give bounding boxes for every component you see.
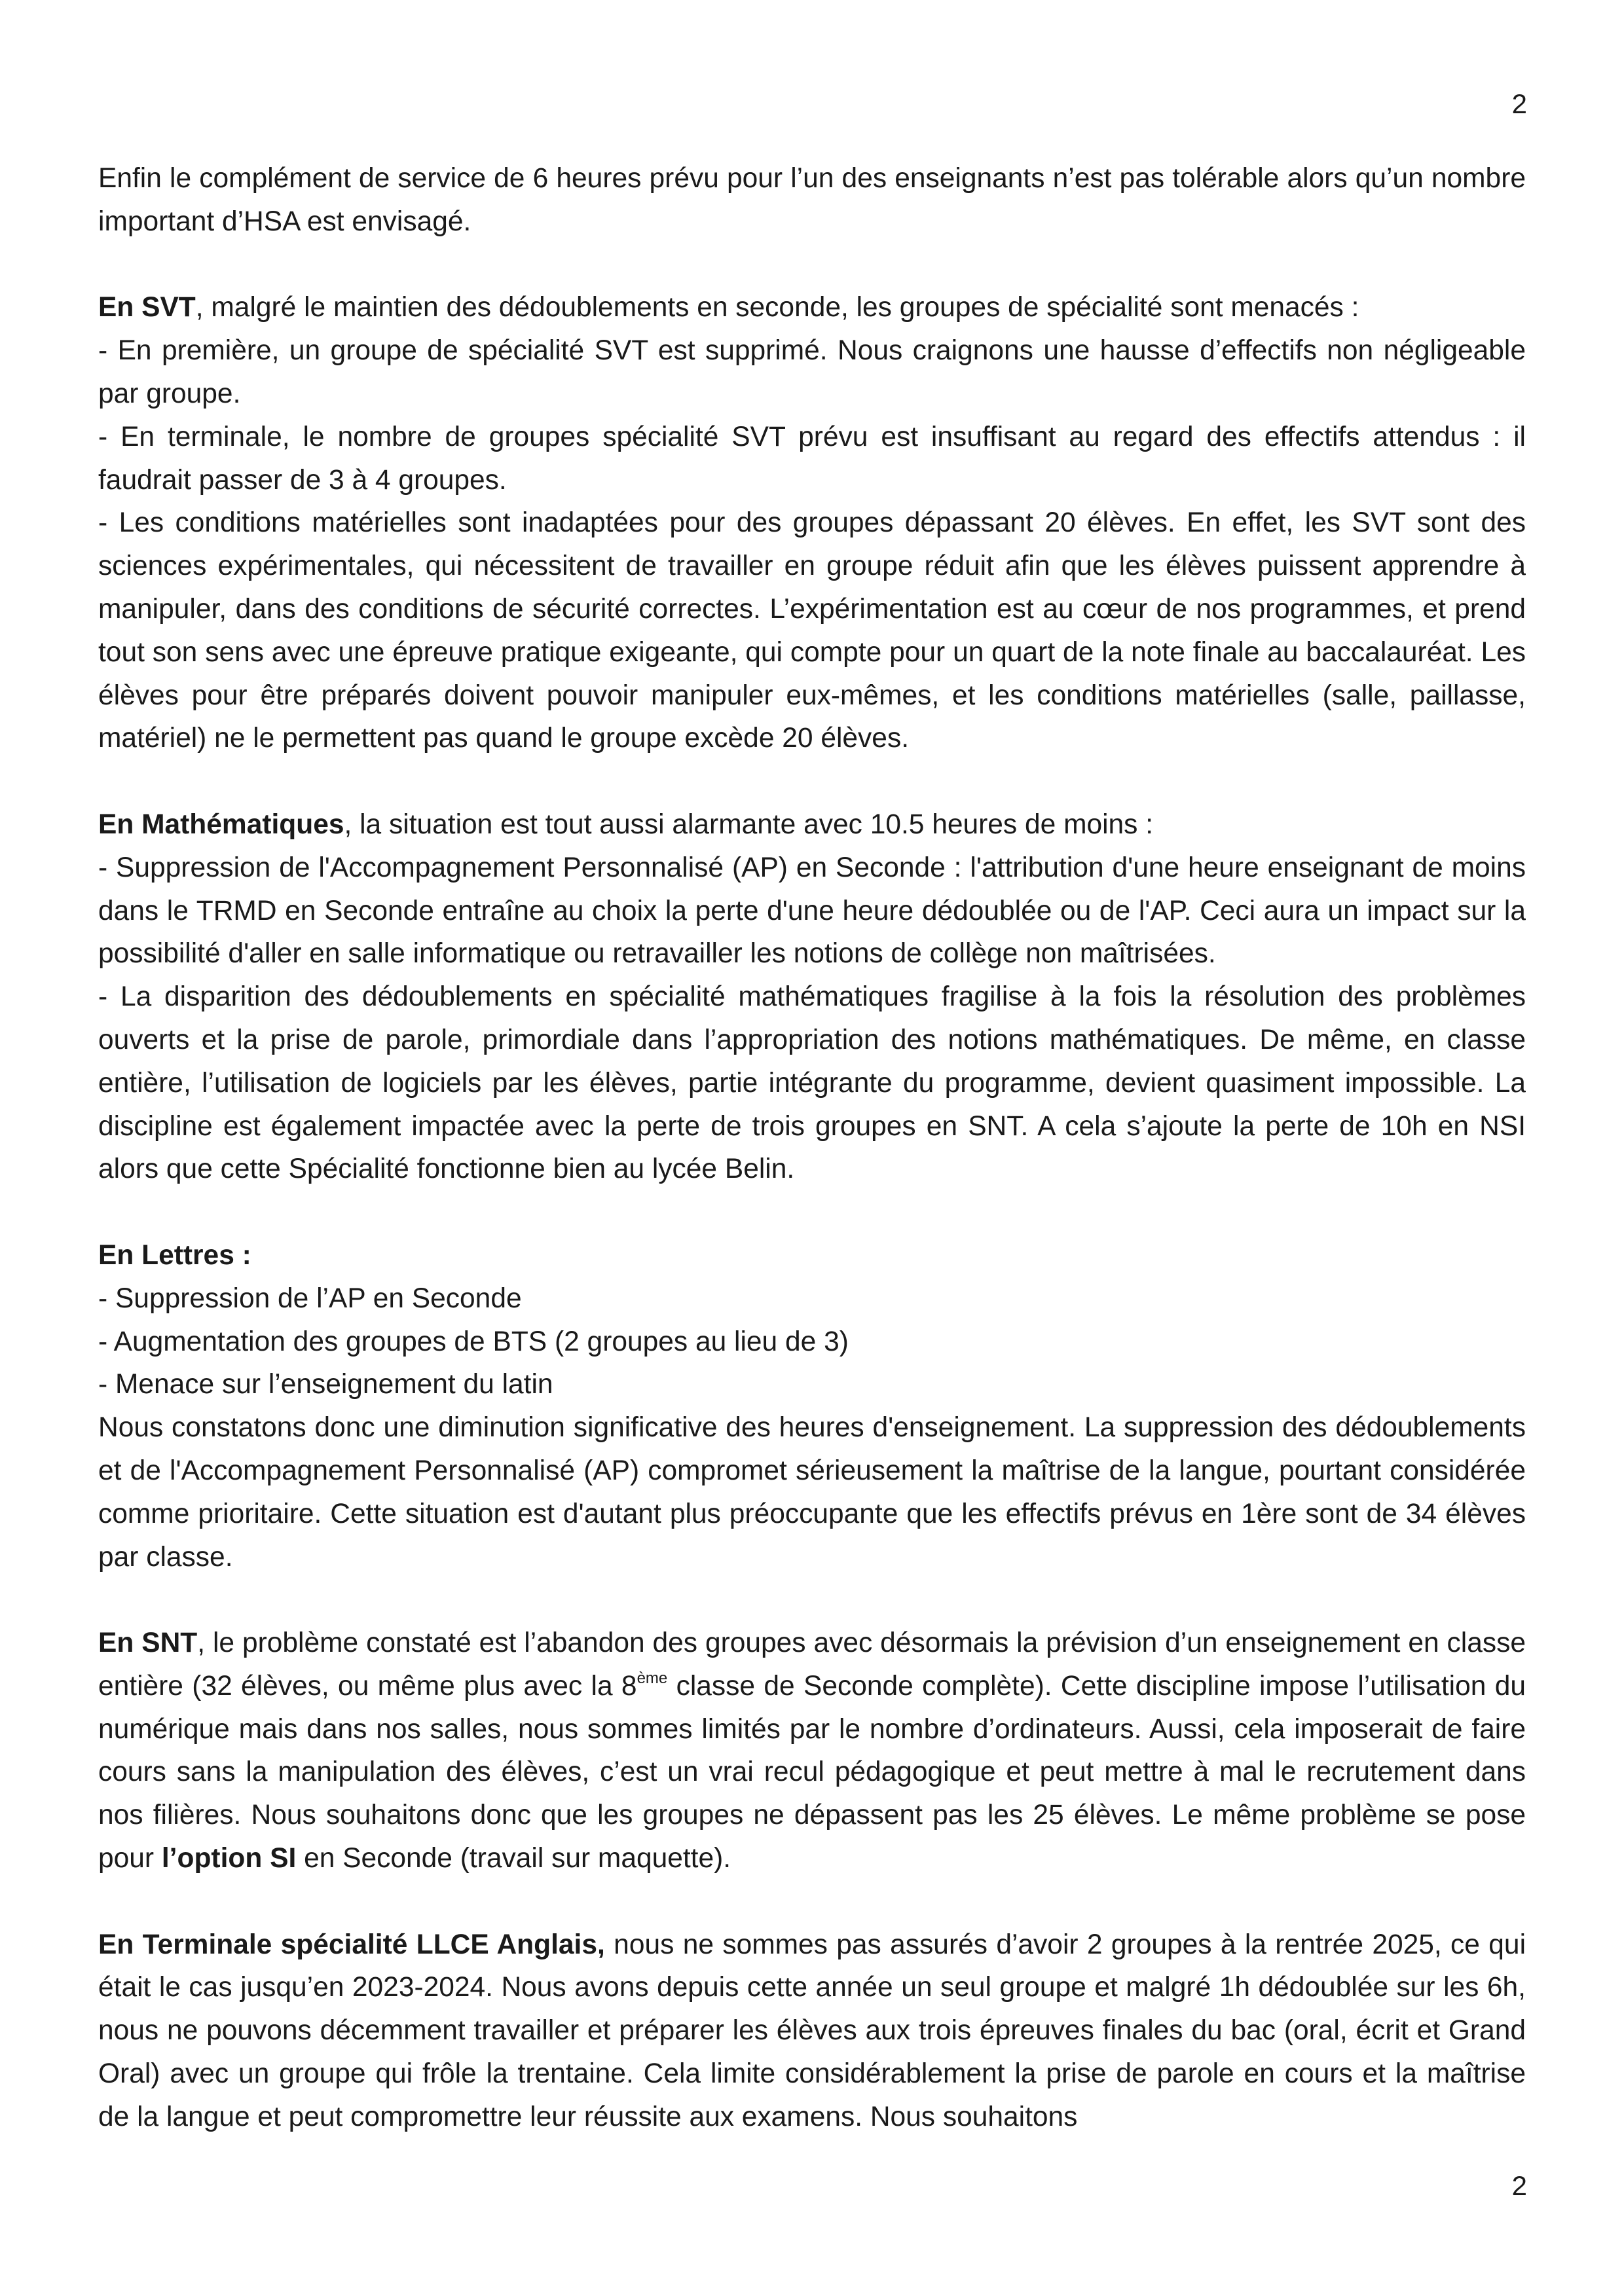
- svt-lead-paragraph: [98, 286, 1526, 329]
- svt-item: - En terminale, le nombre de groupes spécialité SVT prévu est insuffisant au regard des effectifs attendus : il faudrait passer de 3 à 4 groupes.: [98, 421, 1526, 496]
- svt-item: - Les conditions matérielles sont inadaptées pour des groupes dépassant 20 élèves. En effet, les SVT sont des sciences expérimentales, qui nécessitent de travailler en groupe réduit afin que les élèves puissent apprendre à manipuler, dans des conditions de sécurité correctes. L’expérimentation est au cœur de nos programmes, et prend tout son sens avec une épreuve pratique exigeante, qui compte pour un quart de la note finale au baccalauréat. Les élèves pour être préparés doivent pouvoir manipuler eux-mêmes, et les conditions matérielles (salle, paillasse, matériel) ne le permettent pas quand le groupe excède 20 élèves.: [98, 507, 1526, 754]
- snt-text-2: classe de Seconde complète). Cette discipline impose l’utilisation du numérique mais dans nos salles, nous sommes limités par le nombre d’ordinateurs. Aussi, cela imposerait de faire cours sans la manipulation des élèves, c’est un vrai recul pédagogique et peut mettre à mal le recrutement dans nos filières. Nous souhaitons donc que les groupes ne dépassent pas les 25 élèves. Le même problème se pose pour: [98, 1670, 1526, 1874]
- intro-paragraph: Enfin le complément de service de 6 heures prévu pour l’un des enseignants n’est pas tolérable alors qu’un nombre important d’HSA est envisagé.: [98, 163, 1526, 237]
- maths-lead: , la situation est tout aussi alarmante avec 10.5 heures de moins :: [344, 809, 1154, 840]
- lettres-item: - Menace sur l’enseignement du latin: [98, 1369, 553, 1400]
- lettres-item: - Suppression de l’AP en Seconde: [98, 1283, 522, 1314]
- llce-heading: En Terminale spécialité LLCE Anglais,: [98, 1929, 605, 1960]
- document-body: [98, 157, 1526, 2139]
- lettres-conclusion: Nous constatons donc une diminution significative des heures d'enseignement. La suppression des dédoublements et de l'Accompagnement Personnalisé (AP) compromet sérieusement la maîtrise de la langue, pourtant considérée comme prioritaire. Cette situation est d'autant plus préoccupante que les effectifs prévus en 1ère sont de 34 élèves par classe.: [98, 1412, 1526, 1573]
- lettres-item: - Augmentation des groupes de BTS (2 groupes au lieu de 3): [98, 1326, 849, 1357]
- snt-text-1: , le problème constaté est l’abandon des groupes avec désormais la prévision d’un enseignement en classe entière (32 élèves, ou même plus avec la 8: [98, 1628, 1526, 1702]
- snt-paragraph: [98, 1622, 1526, 1880]
- lettres-heading-line: [98, 1234, 1526, 1277]
- maths-item: - Suppression de l'Accompagnement Personnalisé (AP) en Seconde : l'attribution d'une heure enseignant de moins dans le TRMD en Seconde entraîne au choix la perte d'une heure dédoublée ou de l'AP. Ceci aura un impact sur la possibilité d'aller en salle informatique ou retravailler les notions de collège non maîtrisées.: [98, 852, 1526, 970]
- snt-superscript: ème: [637, 1669, 668, 1687]
- snt-text-3: en Seconde (travail sur maquette).: [296, 1843, 731, 1874]
- llce-paragraph: [98, 1923, 1526, 2139]
- lettres-heading: En Lettres :: [98, 1239, 251, 1271]
- maths-item: - La disparition des dédoublements en spécialité mathématiques fragilise à la fois la résolution des problèmes ouverts et la prise de parole, primordiale dans l’appropriation des notions mathématiques. De même, en classe entière, l’utilisation de logiciels par les élèves, partie intégrante du programme, devient quasiment impossible. La discipline est également impactée avec la perte de trois groupes en SNT. A cela s’ajoute la perte de 10h en NSI alors que cette Spécialité fonctionne bien au lycée Belin.: [98, 981, 1526, 1185]
- svt-heading: En SVT: [98, 292, 196, 323]
- snt-option-si: l’option SI: [161, 1843, 297, 1874]
- llce-text: nous ne sommes pas assurés d’avoir 2 groupes à la rentrée 2025, ce qui était le cas jusqu’en 2023-2024. Nous avons depuis cette année un seul groupe et malgré 1h dédoublée sur les 6h, nous ne pouvons décemment travailler et préparer les élèves aux trois épreuves finales du bac (oral, écrit et Grand Oral) avec un groupe qui frôle la trentaine. Cela limite considérablement la prise de parole en cours et la maîtrise de la langue et peut compromettre leur réussite aux examens. Nous souhaitons: [98, 1929, 1526, 2132]
- svt-lead: , malgré le maintien des dédoublements en seconde, les groupes de spécialité sont menacés :: [195, 292, 1359, 323]
- svt-item: - En première, un groupe de spécialité SVT est supprimé. Nous craignons une hausse d’effectifs non négligeable par groupe.: [98, 335, 1526, 409]
- maths-heading: En Mathématiques: [98, 809, 344, 840]
- snt-heading: En SNT: [98, 1628, 198, 1659]
- page-number-bottom: 2: [1511, 2170, 1527, 2201]
- maths-lead-paragraph: [98, 803, 1526, 847]
- page-number-top: 2: [1511, 88, 1527, 119]
